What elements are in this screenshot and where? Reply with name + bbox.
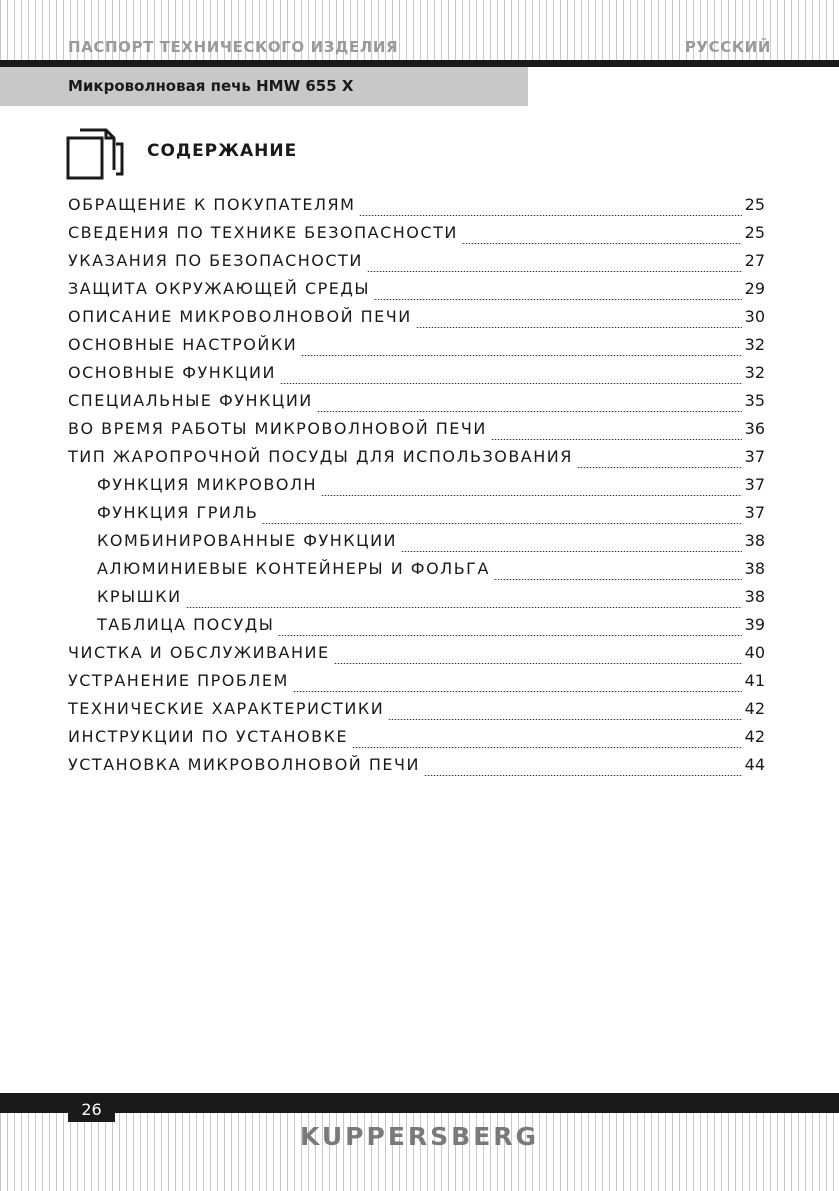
table-of-contents xyxy=(68,195,765,783)
toc-entry-special-functions[interactable]: СПЕЦИАЛЬНЫЕ ФУНКЦИИ 35 xyxy=(68,391,765,410)
documents-icon xyxy=(66,128,124,180)
toc-entry-safety-info[interactable]: СВЕДЕНИЯ ПО ТЕХНИКЕ БЕЗОПАСНОСТИ 25 xyxy=(68,223,765,242)
toc-entry-lids[interactable]: КРЫШКИ 38 xyxy=(97,587,765,606)
toc-heading: СОДЕРЖАНИЕ xyxy=(147,141,298,161)
model-title: Микроволновая печь HMW 655 X xyxy=(68,77,354,95)
footer-divider xyxy=(0,1093,839,1113)
toc-entry-grill-function[interactable]: ФУНКЦИЯ ГРИЛЬ 37 xyxy=(97,503,765,522)
toc-entry-environment[interactable]: ЗАЩИТА ОКРУЖАЮЩЕЙ СРЕДЫ 29 xyxy=(68,279,765,298)
header-divider xyxy=(0,60,839,67)
toc-entry-description[interactable]: ОПИСАНИЕ МИКРОВОЛНОВОЙ ПЕЧИ 30 xyxy=(68,307,765,326)
toc-entry-microwave-function[interactable]: ФУНКЦИЯ МИКРОВОЛН 37 xyxy=(97,475,765,494)
toc-entry-customer-address[interactable]: ОБРАЩЕНИЕ К ПОКУПАТЕЛЯМ 25 xyxy=(68,195,765,214)
page-number: 26 xyxy=(68,1098,115,1122)
toc-entry-safety-instructions[interactable]: УКАЗАНИЯ ПО БЕЗОПАСНОСТИ 27 xyxy=(68,251,765,270)
toc-entry-basic-functions[interactable]: ОСНОВНЫЕ ФУНКЦИИ 32 xyxy=(68,363,765,382)
toc-entry-combined-functions[interactable]: КОМБИНИРОВАННЫЕ ФУНКЦИИ 38 xyxy=(97,531,765,550)
toc-entry-specifications[interactable]: ТЕХНИЧЕСКИЕ ХАРАКТЕРИСТИКИ 42 xyxy=(68,699,765,718)
document-type-title: ПАСПОРТ ТЕХНИЧЕСКОГО ИЗДЕЛИЯ xyxy=(68,38,399,56)
toc-entry-cookware-table[interactable]: ТАБЛИЦА ПОСУДЫ 39 xyxy=(97,615,765,634)
toc-entry-cleaning[interactable]: ЧИСТКА И ОБСЛУЖИВАНИЕ 40 xyxy=(68,643,765,662)
brand-logo: KUPPERSBERG xyxy=(299,1122,540,1151)
toc-entry-basic-settings[interactable]: ОСНОВНЫЕ НАСТРОЙКИ 32 xyxy=(68,335,765,354)
toc-entry-troubleshooting[interactable]: УСТРАНЕНИЕ ПРОБЛЕМ 41 xyxy=(68,671,765,690)
toc-entry-installation-instructions[interactable]: ИНСТРУКЦИИ ПО УСТАНОВКЕ 42 xyxy=(68,727,765,746)
toc-entry-cookware-types[interactable]: ТИП ЖАРОПРОЧНОЙ ПОСУДЫ ДЛЯ ИСПОЛЬЗОВАНИЯ 37 xyxy=(68,447,765,466)
language-label: РУССКИЙ xyxy=(684,38,771,56)
toc-entry-during-operation[interactable]: ВО ВРЕМЯ РАБОТЫ МИКРОВОЛНОВОЙ ПЕЧИ 36 xyxy=(68,419,765,438)
toc-entry-aluminium-foil[interactable]: АЛЮМИНИЕВЫЕ КОНТЕЙНЕРЫ И ФОЛЬГА 38 xyxy=(97,559,765,578)
toc-entry-installation[interactable]: УСТАНОВКА МИКРОВОЛНОВОЙ ПЕЧИ 44 xyxy=(68,755,765,774)
